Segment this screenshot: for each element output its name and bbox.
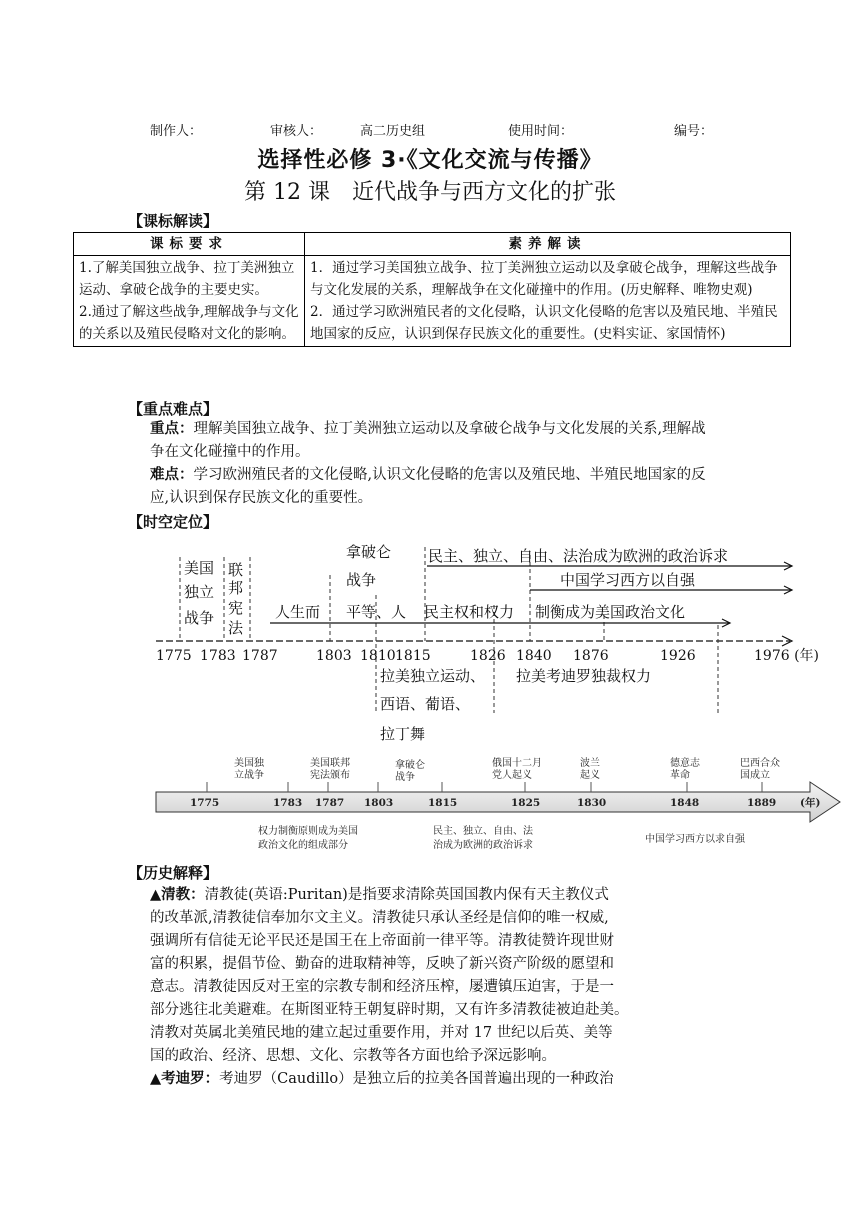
t2-year-1783: 1783: [273, 797, 303, 809]
t2-event-napoleon-1: 拿破仑: [395, 760, 425, 771]
t2-note-checks-2: 政治文化的组成部分: [258, 840, 348, 851]
table-left-item-2: 2.通过了解这些战争,理解战争与文化的关系以及殖民侵略对文化的影响。: [79, 304, 299, 342]
constitution-char-4: 法: [228, 619, 244, 637]
napoleon-label-3: 平等、人: [346, 603, 407, 621]
table-header-right: 素养解读: [305, 233, 791, 256]
napoleon-label-1: 拿破仑: [346, 543, 392, 561]
group-label: 高二历史组: [360, 124, 426, 139]
table-cell-right: [305, 256, 791, 347]
china-label: 中国学习西方以自强: [560, 571, 696, 589]
t2-year-1775: 1775: [190, 797, 220, 809]
t2-event-germany-1: 德意志: [670, 758, 700, 769]
t1-year-1787: 1787: [242, 648, 278, 664]
t1-year-1876: 1876: [573, 648, 609, 664]
explain-puritan-line-4: 富的积累，提倡节俭、勤奋的进取精神等，反映了新兴资产阶级的愿望和: [150, 956, 614, 972]
constitution-char-2: 邦: [228, 579, 244, 597]
t2-year-1787: 1787: [315, 797, 345, 809]
explain-caudillo-line-1: 考迪罗（Caudillo）是独立后的拉美各国普遍出现的一种政治: [219, 1071, 614, 1087]
t2-event-constitution-2: 宪法颁布: [310, 770, 350, 781]
t2-event-constitution-1: 美国联邦: [310, 758, 350, 769]
t2-note-checks-1: 权力制衡原则成为美国: [258, 826, 358, 837]
lesson-title: 第 12 课 近代战争与西方文化的扩张: [244, 180, 616, 205]
t1-year-1783: 1783: [200, 648, 236, 664]
timeline-2-bar: [156, 782, 840, 822]
us-war-label-3: 战争: [184, 609, 215, 627]
explain-puritan-line-5: 意志。清教徒因反对王室的宗教专制和经济压榨，屡遭镇压迫害，于是一: [150, 979, 614, 995]
t2-year-unit: (年): [800, 797, 821, 809]
document-title: 选择性必修 3·《文化交流与传播》: [257, 148, 603, 173]
us-war-label-2: 独立: [184, 583, 215, 601]
t2-year-1830: 1830: [577, 797, 607, 809]
napoleon-label-2: 战争: [346, 571, 377, 589]
t2-note-china: 中国学习西方以求自强: [645, 834, 745, 845]
zhiheng-label: 制衡成为美国政治文化: [535, 603, 686, 621]
table-left-item-1: 1.了解美国独立战争、拉丁美洲独立运动、拿破仑战争的主要史实。: [79, 260, 295, 298]
timeline-1: [140, 535, 840, 750]
t2-event-poland-2: 起义: [580, 770, 600, 781]
constitution-char-3: 宪: [228, 599, 244, 617]
t2-event-poland-1: 波兰: [580, 758, 600, 769]
section-lishi: 【历史解释】: [128, 864, 219, 882]
timeline-2: [150, 752, 850, 860]
t1-year-1976: 1976 (年): [754, 648, 820, 664]
table-right-item-1: 1．通过学习美国独立战争、拉丁美洲独立运动以及拿破仑战争，理解这些战争与文化发展的关系，理解战争在文化碰撞中的作用。(历史解释、唯物史观): [310, 260, 778, 298]
key-point-text: 理解美国独立战争、拉丁美洲独立运动以及拿破仑战争与文化发展的关系,理解战争在文化碰撞中的作用。: [150, 421, 706, 460]
key-point-label: 重点：: [150, 421, 194, 437]
t1-year-1826: 1826: [470, 648, 506, 664]
explain-puritan-line-1: 清教徒(英语:Puritan)是指要求清除英国国教内保有天主教仪式: [204, 887, 609, 903]
table-header-left: 课标要求: [74, 233, 305, 256]
explain-puritan-line-2: 的改革派,清教徒信奉加尔文主义。清教徒只承认圣经是信仰的唯一权威,: [150, 910, 609, 926]
explain-puritan-line-7: 清教对英属北美殖民地的建立起过重要作用，并对 17 世纪以后英、美等: [150, 1025, 613, 1041]
reviewer-label: 审核人：: [270, 124, 323, 139]
difficult-point: [150, 464, 715, 510]
t2-event-decembrist-2: 党人起义: [492, 770, 532, 781]
number-label: 编号：: [674, 124, 714, 139]
latin-label-3: 拉丁舞: [380, 725, 426, 743]
t2-event-us-war-2: 立战争: [234, 770, 264, 781]
explain-puritan-term: ▲清教：: [150, 887, 205, 903]
t2-year-1889: 1889: [747, 797, 777, 809]
t2-event-us-war-1: 美国独: [234, 758, 264, 769]
t2-year-1803: 1803: [364, 797, 394, 809]
t2-year-1848: 1848: [670, 797, 700, 809]
timeline-2-ticks: [207, 782, 762, 792]
maker-label: 制作人：: [150, 124, 203, 139]
rensheng-label: 人生而: [275, 603, 321, 621]
difficult-point-label: 难点：: [150, 467, 194, 483]
latin-label-2: 西语、葡语、: [380, 695, 471, 713]
explain-puritan-line-8: 国的政治、经济、思想、文化、宗教等各方面也给予深远影响。: [150, 1048, 556, 1064]
us-war-label-1: 美国: [184, 559, 215, 577]
constitution-char-1: 联: [228, 561, 244, 579]
explain-puritan-line-3: 强调所有信徒无论平民还是国王在上帝面前一律平等。清教徒赞许现世财: [150, 933, 614, 949]
t2-note-europe-2: 治成为欧洲的政治诉求: [433, 840, 533, 851]
latin-label-1: 拉美独立运动、: [380, 667, 486, 685]
section-kebiao: 【课标解读】: [128, 212, 219, 230]
t2-note-europe-1: 民主、独立、自由、法: [433, 826, 533, 837]
t1-year-1775: 1775: [156, 648, 192, 664]
difficult-point-text: 学习欧洲殖民者的文化侵略,认识文化侵略的危害以及殖民地、半殖民地国家的反应,认识到保存民族文化的重要性。: [150, 467, 706, 506]
caudillo-label: 拉美考迪罗独裁权力: [516, 667, 652, 685]
t1-year-1926: 1926: [660, 648, 696, 664]
t2-year-1825: 1825: [511, 797, 541, 809]
table-cell-left: [74, 256, 305, 347]
t1-year-1810: 1810: [360, 648, 396, 664]
t1-year-1815: 1815: [395, 648, 431, 664]
use-time-label: 使用时间：: [508, 124, 574, 139]
key-point: [150, 418, 715, 464]
explain-puritan: [150, 884, 720, 1091]
t2-event-germany-2: 革命: [670, 770, 690, 781]
t2-event-napoleon-2: 战争: [395, 772, 415, 783]
t2-year-1815: 1815: [428, 797, 458, 809]
curriculum-table: [73, 232, 791, 347]
europe-label: 民主、独立、自由、法治成为欧洲的政治诉求: [428, 547, 729, 565]
t2-event-decembrist-1: 俄国十二月: [492, 758, 542, 769]
minzhu-label: 民主权和权力: [424, 603, 515, 621]
t1-year-1803: 1803: [316, 648, 352, 664]
table-right-item-2: 2．通过学习欧洲殖民者的文化侵略，认识文化侵略的危害以及殖民地、半殖民地国家的反应，认识到保存民族文化的重要性。(史料实证、家国情怀): [310, 304, 778, 342]
t2-event-brazil-2: 国成立: [740, 770, 770, 781]
explain-caudillo-term: ▲考迪罗：: [150, 1071, 220, 1087]
t1-year-1840: 1840: [516, 648, 552, 664]
t2-event-brazil-1: 巴西合众: [740, 758, 780, 769]
explain-puritan-line-6: 部分逃往北美避难。在斯图亚特王朝复辟时期，又有许多清教徒被迫赴美。: [150, 1002, 629, 1018]
section-shikong: 【时空定位】: [128, 513, 219, 531]
section-zhongdian: 【重点难点】: [128, 400, 219, 418]
